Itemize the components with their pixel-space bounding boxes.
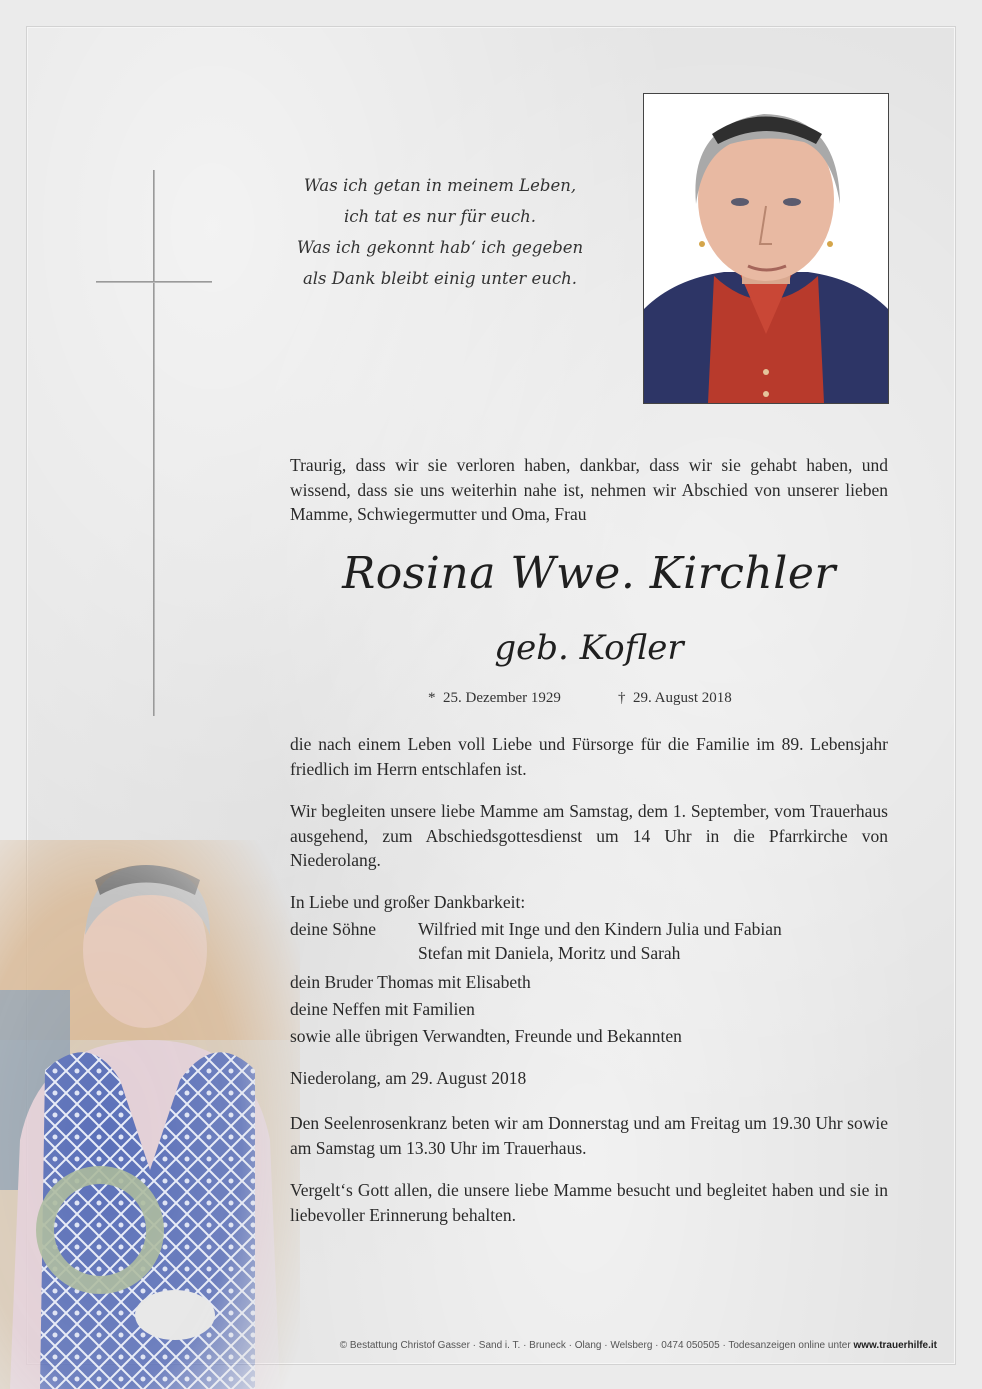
rosary-text: Den Seelenrosenkranz beten wir am Donnerstag und am Freitag um 19.30 Uhr sowie am Samstag um 13.30 Uhr im Trauerhaus. bbox=[290, 1113, 888, 1158]
death-date-line bbox=[618, 690, 732, 707]
mourners-heading: In Liebe und großer Dankbarkeit: bbox=[290, 892, 526, 912]
birth-symbol: * bbox=[428, 690, 436, 706]
footer-credits bbox=[200, 1340, 937, 1351]
passing-paragraph bbox=[290, 732, 888, 781]
rosary-paragraph bbox=[290, 1111, 888, 1160]
son-entry: Wilfried mit Inge und den Kindern Julia und Fabian bbox=[418, 919, 782, 939]
cross-symbol: † bbox=[618, 690, 626, 706]
cross-horizontal-bar bbox=[96, 281, 212, 283]
poem-line: als Dank bleibt einig unter euch. bbox=[302, 269, 578, 288]
footer-website-link[interactable]: www.trauerhilfe.it bbox=[853, 1340, 937, 1351]
thanks-text: Vergelt‘s Gott allen, die unsere liebe Mamme besucht und begleitet haben und sie in liebevoller Erinnerung behalten. bbox=[290, 1180, 888, 1225]
birth-name: geb. Kofler bbox=[494, 628, 684, 668]
deceased-name: Rosina Wwe. Kirchler bbox=[342, 548, 836, 599]
mourner-entry: dein Bruder Thomas mit Elisabeth bbox=[290, 972, 531, 992]
cross-vertical-bar bbox=[153, 170, 155, 716]
passing-text: die nach einem Leben voll Liebe und Fürsorge für die Familie im 89. Lebensjahr friedlich im Herrn entschlafen ist. bbox=[290, 734, 888, 779]
poem-line: Was ich getan in meinem Leben, bbox=[303, 176, 577, 195]
portrait-photo bbox=[643, 93, 889, 404]
memorial-poem bbox=[270, 170, 610, 294]
death-date: 29. August 2018 bbox=[633, 690, 732, 706]
thanks-paragraph bbox=[290, 1178, 888, 1227]
footer-text: © Bestattung Christof Gasser · Sand i. T. · Bruneck · Olang · Welsberg · 0474 050505 · Todesanzeigen online unter bbox=[339, 1340, 851, 1351]
birth-date-line bbox=[428, 690, 561, 707]
intro-text: Traurig, dass wir sie verloren haben, dankbar, dass wir sie gehabt haben, und wissend, dass sie uns weiterhin nahe ist, nehmen wir Abschied von unserer lieben Mamme, Schwiegermutter und Oma, Frau bbox=[290, 455, 888, 524]
intro-paragraph bbox=[290, 453, 888, 527]
mourner-entry: sowie alle übrigen Verwandten, Freunde und Bekannten bbox=[290, 1026, 682, 1046]
mourner-entry: deine Neffen mit Familien bbox=[290, 999, 475, 1019]
funeral-paragraph bbox=[290, 799, 888, 873]
place-date: Niederolang, am 29. August 2018 bbox=[290, 1068, 527, 1088]
memorial-photo bbox=[0, 840, 300, 1389]
birth-date: 25. Dezember 1929 bbox=[443, 690, 561, 706]
son-entry: Stefan mit Daniela, Moritz und Sarah bbox=[418, 943, 681, 963]
poem-line: ich tat es nur für euch. bbox=[344, 207, 536, 226]
sons-label: deine Söhne bbox=[290, 919, 377, 939]
poem-line: Was ich gekonnt hab‘ ich gegeben bbox=[296, 238, 584, 257]
funeral-text: Wir begleiten unsere liebe Mamme am Samstag, dem 1. September, vom Trauerhaus ausgehend, zum Abschiedsgottesdienst um 14 Uhr in die Pfarrkirche von Niederolang. bbox=[290, 801, 888, 870]
